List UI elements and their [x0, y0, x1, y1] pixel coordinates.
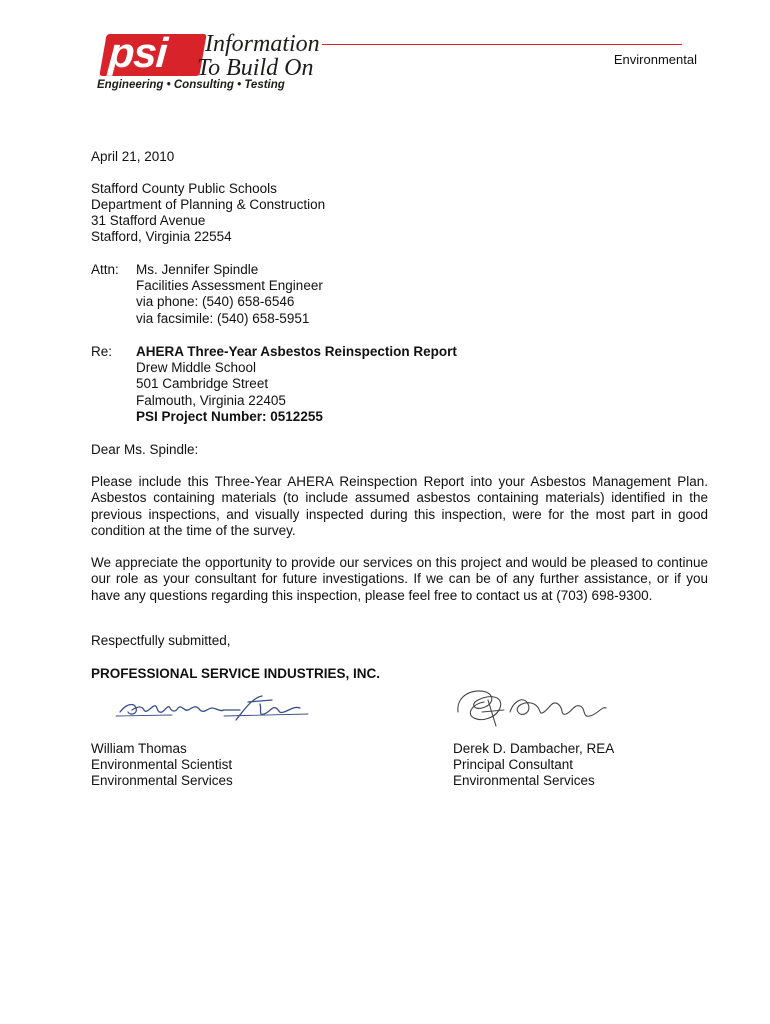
signature-william-thomas [112, 690, 312, 726]
project-number: PSI Project Number: 0512255 [136, 409, 323, 424]
attn-label: Attn: [91, 262, 119, 277]
logo-tagline: Engineering • Consulting • Testing [97, 79, 285, 91]
logo-mark: psi [107, 29, 169, 76]
address-line: 31 Stafford Avenue [91, 213, 206, 228]
address-line: Department of Planning & Construction [91, 197, 326, 212]
logo-line-2: To Build On [197, 55, 314, 81]
signatory-title: Principal Consultant [453, 757, 574, 772]
closing: Respectfully submitted, [91, 633, 231, 648]
subject-detail: 501 Cambridge Street [136, 376, 269, 391]
body-paragraph-2: We appreciate the opportunity to provide our services on this project and would be pleased to continue our role as your consultant for future investigations. If we can be of any further assistance, or if you have any questions regarding this inspection, please feel free to contact us at (703) 698-9300. [91, 555, 708, 603]
body-paragraph-1: Please include this Three-Year AHERA Reinspection Report into your Asbestos Management Plan. Asbestos containing materials (to include assumed asbestos containing materials) identified in the previous inspections, and visually inspected during this inspection, were for the most part in good condition at the time of the survey. [91, 474, 708, 538]
signatory-title: Environmental Scientist [91, 757, 233, 772]
psi-logo [97, 28, 322, 98]
attn-line: Facilities Assessment Engineer [136, 278, 323, 293]
letter-date: April 21, 2010 [91, 149, 175, 164]
address-line: Stafford, Virginia 22554 [91, 229, 232, 244]
signatory-department: Environmental Services [91, 773, 233, 788]
header-rule [322, 44, 682, 45]
signature-derek-dambacher [452, 682, 612, 732]
company-name: PROFESSIONAL SERVICE INDUSTRIES, INC. [91, 666, 381, 681]
signatory-name: Derek D. Dambacher, REA [453, 741, 615, 756]
address-line: Stafford County Public Schools [91, 181, 277, 196]
attn-line: via facsimile: (540) 658-5951 [136, 311, 310, 326]
salutation: Dear Ms. Spindle: [91, 442, 199, 457]
division-label: Environmental [613, 52, 697, 67]
signatory-name: William Thomas [91, 741, 187, 756]
subject-line: AHERA Three-Year Asbestos Reinspection Report [136, 344, 457, 359]
re-label: Re: [91, 344, 113, 359]
attn-line: Ms. Jennifer Spindle [136, 262, 259, 277]
signatory-department: Environmental Services [453, 773, 595, 788]
subject-detail: Drew Middle School [136, 360, 257, 375]
logo-line-1: Information [205, 31, 320, 57]
subject-detail: Falmouth, Virginia 22405 [136, 393, 286, 408]
attn-line: via phone: (540) 658-6546 [136, 294, 295, 309]
